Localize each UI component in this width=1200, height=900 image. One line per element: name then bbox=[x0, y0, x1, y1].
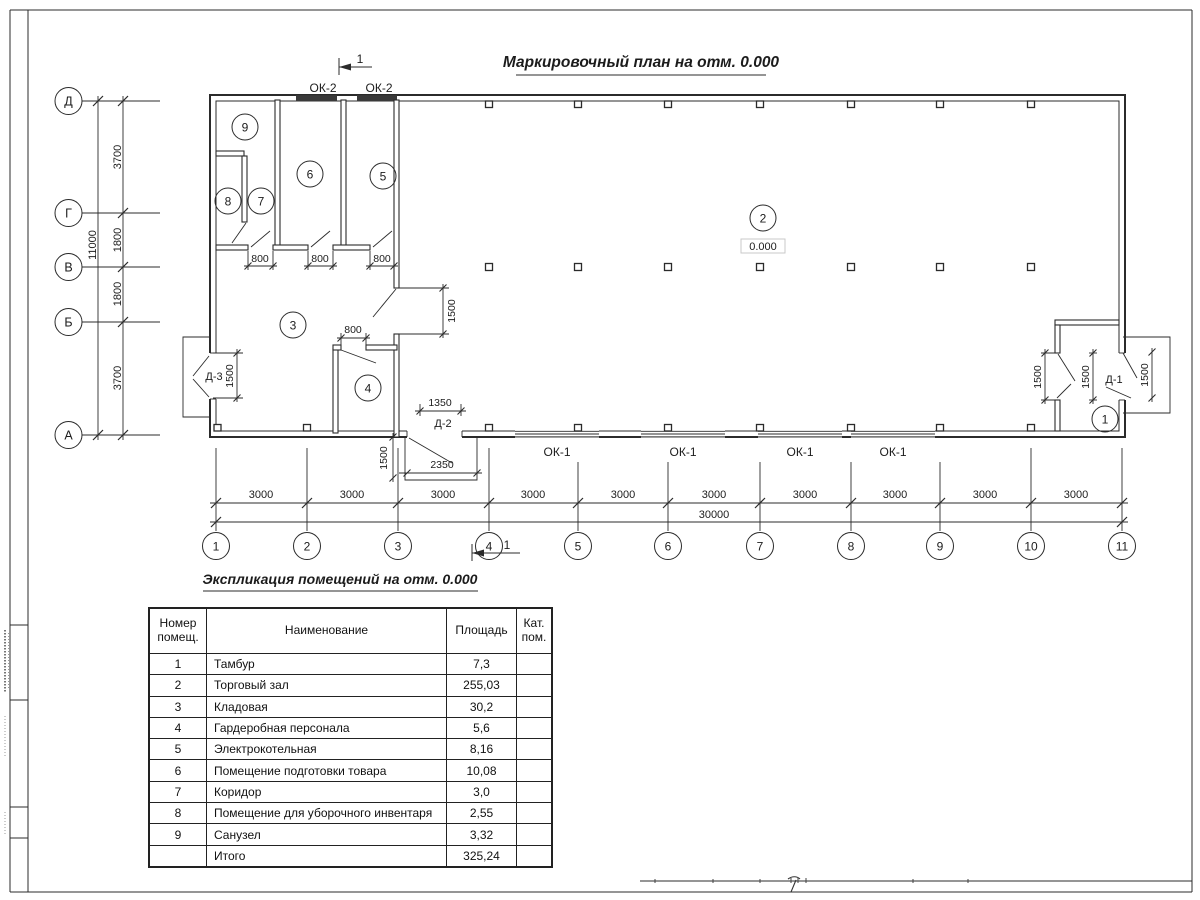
room-number: 9 bbox=[149, 824, 207, 845]
dim-1800-1: 1800 bbox=[112, 227, 124, 253]
level-mark bbox=[741, 239, 785, 253]
dim-3000-3: 3000 bbox=[430, 489, 456, 501]
room-name: Помещение подготовки товара bbox=[207, 760, 447, 781]
dim-1500-d1: 1500 bbox=[1080, 365, 1092, 389]
room-number: 7 bbox=[149, 781, 207, 802]
room-name: Торговый зал bbox=[207, 675, 447, 696]
axis-label-1: 1 bbox=[212, 539, 220, 554]
schedule-row-total bbox=[149, 845, 552, 867]
svg-text:1: 1 bbox=[1101, 412, 1109, 427]
dim-1500-tambour-left: 1500 bbox=[1032, 365, 1044, 389]
dim-3000-7: 3000 bbox=[792, 489, 818, 501]
dim-vertical-total: 11000 bbox=[87, 230, 99, 260]
dim-800-3: 800 bbox=[373, 253, 391, 265]
window-ok1-4 bbox=[851, 430, 935, 438]
room-number: 5 bbox=[149, 739, 207, 760]
window-ok2-2 bbox=[357, 95, 397, 101]
label-d1: Д-1 bbox=[1105, 374, 1123, 386]
label-ok1-1: ОК-1 bbox=[543, 445, 571, 459]
vertical-axes bbox=[55, 88, 160, 449]
room-category bbox=[517, 675, 553, 696]
room-area: 30,2 bbox=[447, 696, 517, 717]
schedule-title: Экспликация помещений на отм. 0.000 bbox=[202, 571, 478, 587]
dim-2350: 2350 bbox=[430, 459, 454, 471]
svg-text:8: 8 bbox=[224, 194, 232, 209]
room-area: 325,24 bbox=[447, 845, 517, 867]
room-category bbox=[517, 760, 553, 781]
label-ok2-2: ОК-2 bbox=[365, 81, 393, 95]
dim-3000-4: 3000 bbox=[520, 489, 546, 501]
axis-label-9: 9 bbox=[936, 539, 944, 554]
section-mark-top bbox=[339, 52, 372, 75]
room-category bbox=[517, 803, 553, 824]
room-number: 4 bbox=[149, 717, 207, 738]
room-number: 3 bbox=[149, 696, 207, 717]
axis-label-6: 6 bbox=[664, 539, 672, 554]
schedule-row bbox=[149, 654, 552, 675]
dim-3700-top: 3700 bbox=[112, 144, 124, 170]
window-ok1-1 bbox=[515, 430, 599, 438]
building-plan bbox=[183, 95, 1170, 480]
room-area: 255,03 bbox=[447, 675, 517, 696]
axis-label-d: Д bbox=[64, 94, 73, 109]
title-block-edge bbox=[640, 877, 1192, 892]
room-name: Итого bbox=[207, 845, 447, 867]
dim-800-1: 800 bbox=[251, 253, 269, 265]
axis-label-3: 3 bbox=[394, 539, 402, 554]
dim-3000-10: 3000 bbox=[1063, 489, 1089, 501]
schedule-row bbox=[149, 717, 552, 738]
dim-1500-d3: 1500 bbox=[224, 364, 236, 388]
room-name: Кладовая bbox=[207, 696, 447, 717]
dim-3000-8: 3000 bbox=[882, 489, 908, 501]
svg-text:2: 2 bbox=[759, 211, 767, 226]
room-area: 3,0 bbox=[447, 781, 517, 802]
schedule-row bbox=[149, 824, 552, 845]
axis-label-11: 11 bbox=[1115, 539, 1129, 554]
room-category bbox=[517, 696, 553, 717]
room-name: Санузел bbox=[207, 824, 447, 845]
dim-1350: 1350 bbox=[428, 397, 452, 409]
label-d3: Д-3 bbox=[205, 371, 223, 383]
section-label-top: 1 bbox=[356, 52, 364, 66]
dim-3000-9: 3000 bbox=[972, 489, 998, 501]
axis-label-10: 10 bbox=[1024, 539, 1038, 554]
plan-title: Маркировочный план на отм. 0.000 bbox=[502, 54, 780, 71]
dim-1500-d2: 1500 bbox=[378, 446, 390, 470]
room-category bbox=[517, 717, 553, 738]
margin-micro-text bbox=[5, 630, 9, 834]
label-ok1-3: ОК-1 bbox=[786, 445, 814, 459]
dim-3700-bottom: 3700 bbox=[112, 365, 124, 391]
svg-text:7: 7 bbox=[257, 194, 265, 209]
schedule-row bbox=[149, 739, 552, 760]
label-ok1-2: ОК-1 bbox=[669, 445, 697, 459]
axis-label-v: В bbox=[64, 260, 73, 275]
schedule-row bbox=[149, 675, 552, 696]
schedule-row bbox=[149, 803, 552, 824]
axis-label-8: 8 bbox=[847, 539, 855, 554]
dim-horizontal-total: 30000 bbox=[698, 509, 730, 521]
dim-1800-2: 1800 bbox=[112, 281, 124, 307]
schedule-row bbox=[149, 760, 552, 781]
room-number: 2 bbox=[149, 675, 207, 696]
room-name: Гардеробная персонала bbox=[207, 717, 447, 738]
dim-1500-hall-door: 1500 bbox=[446, 299, 458, 323]
svg-text:5: 5 bbox=[379, 169, 387, 184]
room-name: Электрокотельная bbox=[207, 739, 447, 760]
axis-label-a: А bbox=[64, 428, 73, 443]
room-category bbox=[517, 739, 553, 760]
section-label-bottom: 1 bbox=[503, 538, 511, 552]
horizontal-axes bbox=[203, 448, 1136, 560]
room-category bbox=[517, 824, 553, 845]
room-name: Коридор bbox=[207, 781, 447, 802]
schedule-row bbox=[149, 696, 552, 717]
axis-label-g: Г bbox=[65, 206, 72, 221]
dim-3000-6: 3000 bbox=[701, 489, 727, 501]
axis-label-2: 2 bbox=[303, 539, 311, 554]
axis-label-5: 5 bbox=[574, 539, 582, 554]
room-name: Тамбур bbox=[207, 654, 447, 675]
room-number: 6 bbox=[149, 760, 207, 781]
label-ok2-1: ОК-2 bbox=[309, 81, 337, 95]
room-schedule bbox=[148, 607, 553, 868]
room-area: 3,32 bbox=[447, 824, 517, 845]
svg-text:4: 4 bbox=[364, 381, 372, 396]
label-d2: Д-2 bbox=[434, 418, 452, 430]
label-ok1-4: ОК-1 bbox=[879, 445, 907, 459]
dim-3000-5: 3000 bbox=[610, 489, 636, 501]
room-area: 2,55 bbox=[447, 803, 517, 824]
col-header-category: Кат. пом. bbox=[517, 608, 553, 654]
dim-1500-porch: 1500 bbox=[1139, 363, 1151, 387]
svg-text:9: 9 bbox=[241, 120, 249, 135]
col-header-area: Площадь bbox=[447, 608, 517, 654]
window-ok2-1 bbox=[296, 95, 337, 101]
window-ok1-2 bbox=[641, 430, 725, 438]
svg-text:0.000: 0.000 bbox=[749, 241, 777, 253]
room-number: 1 bbox=[149, 654, 207, 675]
room-number: 8 bbox=[149, 803, 207, 824]
room-area: 10,08 bbox=[447, 760, 517, 781]
dim-3000-2: 3000 bbox=[339, 489, 365, 501]
dim-3000-1: 3000 bbox=[248, 489, 274, 501]
svg-text:6: 6 bbox=[306, 167, 314, 182]
axis-label-b: Б bbox=[64, 315, 73, 330]
col-header-name: Наименование bbox=[207, 608, 447, 654]
room-number bbox=[149, 845, 207, 867]
room-area: 8,16 bbox=[447, 739, 517, 760]
svg-text:3: 3 bbox=[289, 318, 297, 333]
room-schedule-table bbox=[148, 607, 553, 868]
axis-label-4: 4 bbox=[485, 539, 493, 554]
room-category bbox=[517, 845, 553, 867]
schedule-row bbox=[149, 781, 552, 802]
window-ok1-3 bbox=[758, 430, 842, 438]
room-area: 7,3 bbox=[447, 654, 517, 675]
room-area: 5,6 bbox=[447, 717, 517, 738]
room-name: Помещение для уборочного инвентаря bbox=[207, 803, 447, 824]
dim-800-2: 800 bbox=[311, 253, 329, 265]
axis-label-7: 7 bbox=[756, 539, 764, 554]
dim-800-4: 800 bbox=[344, 324, 362, 336]
schedule-header-row bbox=[149, 608, 552, 654]
room-category bbox=[517, 781, 553, 802]
col-header-number: Номер помещ. bbox=[149, 608, 207, 654]
room-category bbox=[517, 654, 553, 675]
